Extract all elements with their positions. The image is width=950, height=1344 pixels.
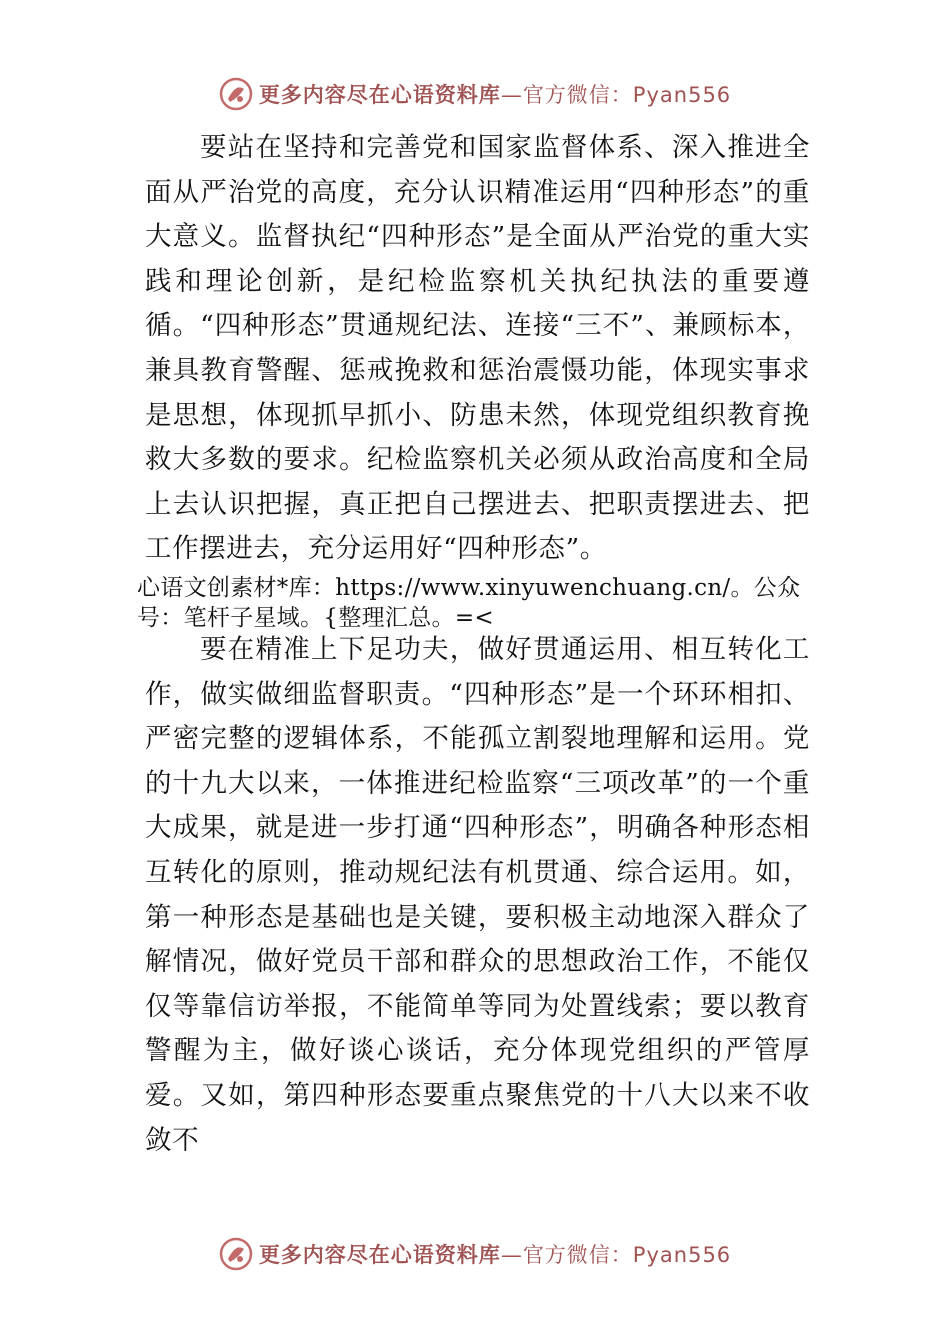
header-banner xyxy=(0,74,950,114)
header-banner-text xyxy=(259,79,731,109)
header-banner-strong: 更多内容尽在心语资料库 xyxy=(258,83,501,107)
footer-banner xyxy=(0,1234,950,1274)
footer-banner-strong: 更多内容尽在心语资料库 xyxy=(258,1243,501,1267)
paragraph-1: 要站在坚持和完善党和国家监督体系、深入推进全面从严治党的高度，充分认识精准运用“四种形态”的重大意义。监督执纪“四种形态”是全面从严治党的重大实践和理论创新，是纪检监察机关执纪执法的重要遵循。“四种形态”贯通规纪法、连接“三不”、兼顾标本，兼具教育警醒、惩戒挽救和惩治震慑功能，体现实事求是思想，体现抓早抓小、防患未然，体现党组织教育挽救大多数的要求。纪检监察机关必须从政治高度和全局上去认识把握，真正把自己摆进去、把职责摆进去、把工作摆进去，充分运用好“四种形态”。 xyxy=(145,132,810,565)
footer-banner-text xyxy=(259,1239,731,1269)
brand-logo-icon xyxy=(219,1237,253,1271)
footer-banner-rest: —官方微信：Pyan556 xyxy=(500,1243,732,1267)
source-note: 心语文创素材*库：https://www.xinyuwenchuang.cn/。公众号：笔杆子星域。{整理汇总。=< xyxy=(137,575,801,631)
header-banner-rest: —官方微信：Pyan556 xyxy=(500,83,732,107)
brand-logo-icon xyxy=(219,77,253,111)
paragraph-2: 要在精准上下足功夫，做好贯通运用、相互转化工作，做实做细监督职责。“四种形态”是一个环环相扣、严密完整的逻辑体系，不能孤立割裂地理解和运用。党的十九大以来，一体推进纪检监察“三项改革”的一个重大成果，就是进一步打通“四种形态”，明确各种形态相互转化的原则，推动规纪法有机贯通、综合运用。如，第一种形态是基础也是关键，要积极主动地深入群众了解情况，做好党员干部和群众的思想政治工作，不能仅仅等靠信访举报，不能简单等同为处置线索；要以教育警醒为主，做好谈心谈话，充分体现党组织的严管厚爱。又如，第四种形态要重点聚焦党的十八大以来不收敛不 xyxy=(145,634,810,1156)
